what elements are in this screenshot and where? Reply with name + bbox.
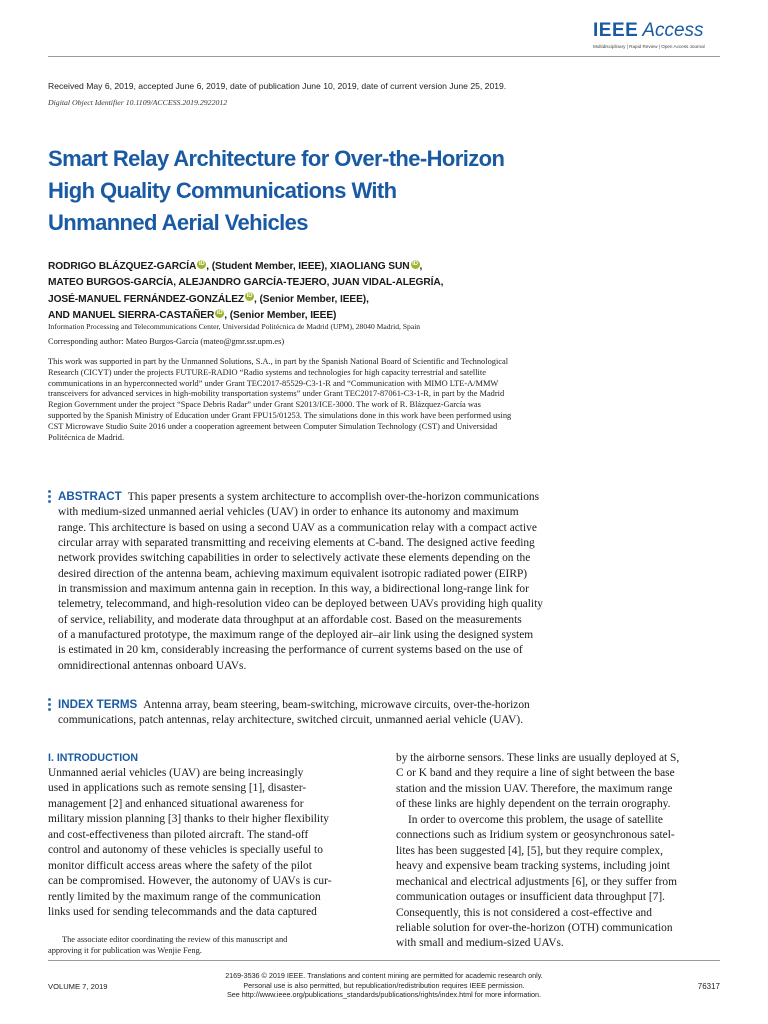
author-line: [48, 292, 720, 308]
body-line: can be compromised. However, the autonomy of UAVs is cur-: [48, 875, 332, 888]
paper-title: [48, 143, 648, 239]
footnote-line: approving it for publication was Wenjie Feng.: [48, 946, 202, 955]
title-line: Unmanned Aerial Vehicles: [48, 210, 308, 235]
funding-statement: [48, 357, 720, 443]
license-line: 2169-3536 © 2019 IEEE. Translations and content mining are permitted for academic research only.: [225, 971, 543, 980]
abstract-label: ABSTRACT: [58, 490, 122, 503]
affiliation: Information Processing and Telecommunications Center, Universidad Politécnica de Madrid (UPM), 28040 Madrid, Spain: [48, 322, 421, 331]
body-line: military mission planning [3] thanks to their higher flexibility: [48, 813, 329, 826]
logo-wordmark: [593, 20, 715, 42]
abstract-line: desired direction of the antenna beam, achieving maximum equivalent isotropic radiated power (EIRP): [58, 567, 528, 580]
license-line: Personal use is also permitted, but republication/redistribution requires IEEE permission.: [243, 980, 525, 990]
editor-footnote: [48, 934, 369, 956]
logo-ieee-text: IEEE: [593, 20, 639, 41]
index-terms-label: INDEX TERMS: [58, 698, 138, 711]
body-line: Unmanned aerial vehicles (UAV) are being increasingly: [48, 767, 304, 779]
body-line: In order to overcome this problem, the usage of satellite: [408, 813, 663, 826]
orcid-icon[interactable]: iD: [412, 260, 418, 267]
author-text: , (Senior Member, IEEE),: [254, 293, 369, 305]
abstract-line: telemetry, telecommand, and high-resolution video can be deployed between UAVs providing high quality: [58, 598, 543, 611]
body-line: by the airborne sensors. These links are usually deployed at S,: [396, 752, 680, 764]
header-divider: [48, 56, 720, 57]
funding-line: Research (CICYT) under the projects FUTURE-RADIO “Radio systems and technologies for high capacity terrestrial and satellite: [48, 367, 486, 377]
author-text: ,: [419, 261, 423, 272]
body-line: heavy and expensive beam tracking systems, including joint: [396, 860, 670, 873]
index-terms-marker-icon: [48, 698, 52, 713]
abstract-text: This paper presents a system architecture to accomplish over-the-horizon communications: [127, 491, 540, 503]
author-text: , (Senior Member, IEEE): [224, 310, 337, 322]
license-notice: [200, 971, 568, 1000]
title-line: High Quality Communications With: [48, 178, 397, 203]
body-line: control and autonomy of these vehicles is specially useful to: [48, 844, 323, 857]
abstract-line: of a manufactured prototype, the maximum range of the deployed air–air link using the designed system: [58, 629, 534, 642]
funding-line: supported by the Spanish Ministry of Education under Grant FPU15/01253. The simulations done in this work have been performed using: [48, 410, 512, 420]
body-line: rently limited by the maximum range of the communication: [48, 890, 321, 903]
author-list: [48, 259, 720, 325]
logo-tagline: Multidisciplinary | Rapid Review | Open Access Journal: [593, 44, 705, 49]
abstract-marker-icon: [48, 490, 52, 505]
funding-line: transceivers for advanced services in high-mobility transportation systems” under Grant TEC2017-87061-C3-1-R, in part by the Madrid: [48, 389, 505, 399]
body-line: and cost-effectiveness than piloted aircraft. The stand-off: [48, 828, 309, 841]
index-terms-line: communications, patch antennas, relay architecture, switched circuit, unmanned aerial vehicle (UAV).: [58, 714, 524, 727]
author-text: , (Student Member, IEEE), XIAOLIANG SUN: [206, 261, 410, 272]
body-line: communication outages or insufficient data throughput [7].: [396, 891, 665, 904]
abstract-line: of service, reliability, and moderate data throughput at an affordable cost. Based on the measurements: [58, 613, 522, 626]
body-line: monitor difficult access areas where the safety of the pilot: [48, 859, 312, 872]
author-line: MATEO BURGOS-GARCÍA, ALEJANDRO GARCÍA-TEJERO, JUAN VIDAL-ALEGRÍA,: [48, 277, 444, 289]
index-terms: [58, 697, 718, 729]
body-line: with small and medium-sized UAVs.: [396, 937, 564, 950]
volume-label: VOLUME 7, 2019: [48, 982, 108, 991]
orcid-icon[interactable]: iD: [216, 309, 223, 316]
author-line: [48, 259, 720, 275]
funding-line: CST Microwave Studio Suite 2016 under a cooperation agreement between Computer Simulation Technology (CST) and Universidad: [48, 421, 498, 431]
corresponding-author: Corresponding author: Mateo Burgos-García (mateo@gmr.ssr.upm.es): [48, 337, 285, 346]
received-dates: Received May 6, 2019, accepted June 6, 2019, date of publication June 10, 2019, date of current version June 25, 2019.: [48, 81, 507, 91]
body-line: C or K band and they require a line of sight between the base: [396, 767, 675, 780]
body-line: reliable solution for over-the-horizon (OTH) communication: [396, 921, 673, 934]
footer-divider: [48, 960, 720, 961]
body-line: of these links are highly dependent on the terrain orography.: [396, 798, 671, 811]
logo-access-text: Access: [642, 20, 704, 41]
orcid-icon[interactable]: iD: [246, 293, 253, 300]
body-right-column: [396, 751, 718, 952]
abstract-line: circular array with separated transmitting and receiving elements at C-band. The designed active feeding: [58, 537, 535, 550]
index-terms-text: Antenna array, beam steering, beam-switching, microwave circuits, over-the-horizon: [143, 699, 530, 711]
body-line: connections such as Iridium system or geosynchronous satel-: [396, 829, 675, 842]
abstract: [58, 489, 718, 674]
funding-line: Region Government under the project “Space Debris Radar” under Grant S2013/ICE-3000. The work of R. Blázquez-García was: [48, 400, 481, 410]
page-number: 76317: [697, 982, 720, 991]
body-line: management [2] and enhanced situational awareness for: [48, 797, 304, 810]
index-terms-line: [58, 697, 718, 713]
abstract-line: omnidirectional antennas onboard UAVs.: [58, 659, 247, 672]
body-left-column: [48, 751, 369, 921]
funding-line: This work was supported in part by the Unmanned Solutions, S.A., in part by the Spanish National Board of Scientific and Technological: [48, 357, 509, 366]
body-line: links used for sending telecommands and the data captured: [48, 906, 317, 919]
section-heading: I. INTRODUCTION: [48, 752, 139, 764]
author-name: JOSÉ-MANUEL FERNÁNDEZ-GONZÁLEZ: [48, 293, 245, 305]
author-name: RODRIGO BLÁZQUEZ-GARCÍA: [48, 261, 197, 272]
body-line: station and the mission UAV. Therefore, the maximum range: [396, 782, 673, 795]
abstract-line: range. This architecture is based on using a second UAV as a communication relay with a compact active: [58, 521, 537, 534]
title-line: Smart Relay Architecture for Over-the-Horizon: [48, 146, 505, 171]
abstract-line: [58, 489, 718, 505]
funding-line: communications in an hyperconnected world” under Grant TEC2017-85529-C3-1-R and “Communication with MIMO LTE-A/MMW: [48, 378, 499, 388]
abstract-line: network provides switching capabilities in order to selectively activate these elements depending on the: [58, 552, 531, 565]
body-line: lites has been suggested [4], [5], but they require complex,: [396, 844, 663, 857]
abstract-line: with medium-sized unmanned aerial vehicles (UAV) in order to enhance its autonomy and maximum: [58, 506, 519, 519]
body-line: mechanical and electrical adjustments [6], or they suffer from: [396, 875, 677, 888]
ieee-access-logo: [593, 20, 715, 56]
doi-line[interactable]: Digital Object Identifier 10.1109/ACCESS.2019.2922012: [48, 98, 228, 107]
license-line[interactable]: See http://www.ieee.org/publications_standards/publications/rights/index.html for more information.: [226, 990, 542, 1000]
funding-line: Politécnica de Madrid.: [48, 432, 125, 442]
author-name: AND MANUEL SIERRA-CASTAÑER: [48, 310, 215, 322]
abstract-line: in transmission and maximum antenna gain in reception. In this way, a bidirectional long-range link for: [58, 583, 529, 596]
body-line: Consequently, this is not considered a cost-effective and: [396, 906, 652, 919]
body-line: used in applications such as remote sensing [1], disaster-: [48, 782, 307, 795]
abstract-line: is estimated in 20 km, considerably increasing the performance of current systems based on the use of: [58, 644, 523, 657]
footnote-line: The associate editor coordinating the review of this manuscript and: [62, 935, 288, 944]
orcid-icon[interactable]: iD: [198, 260, 205, 267]
